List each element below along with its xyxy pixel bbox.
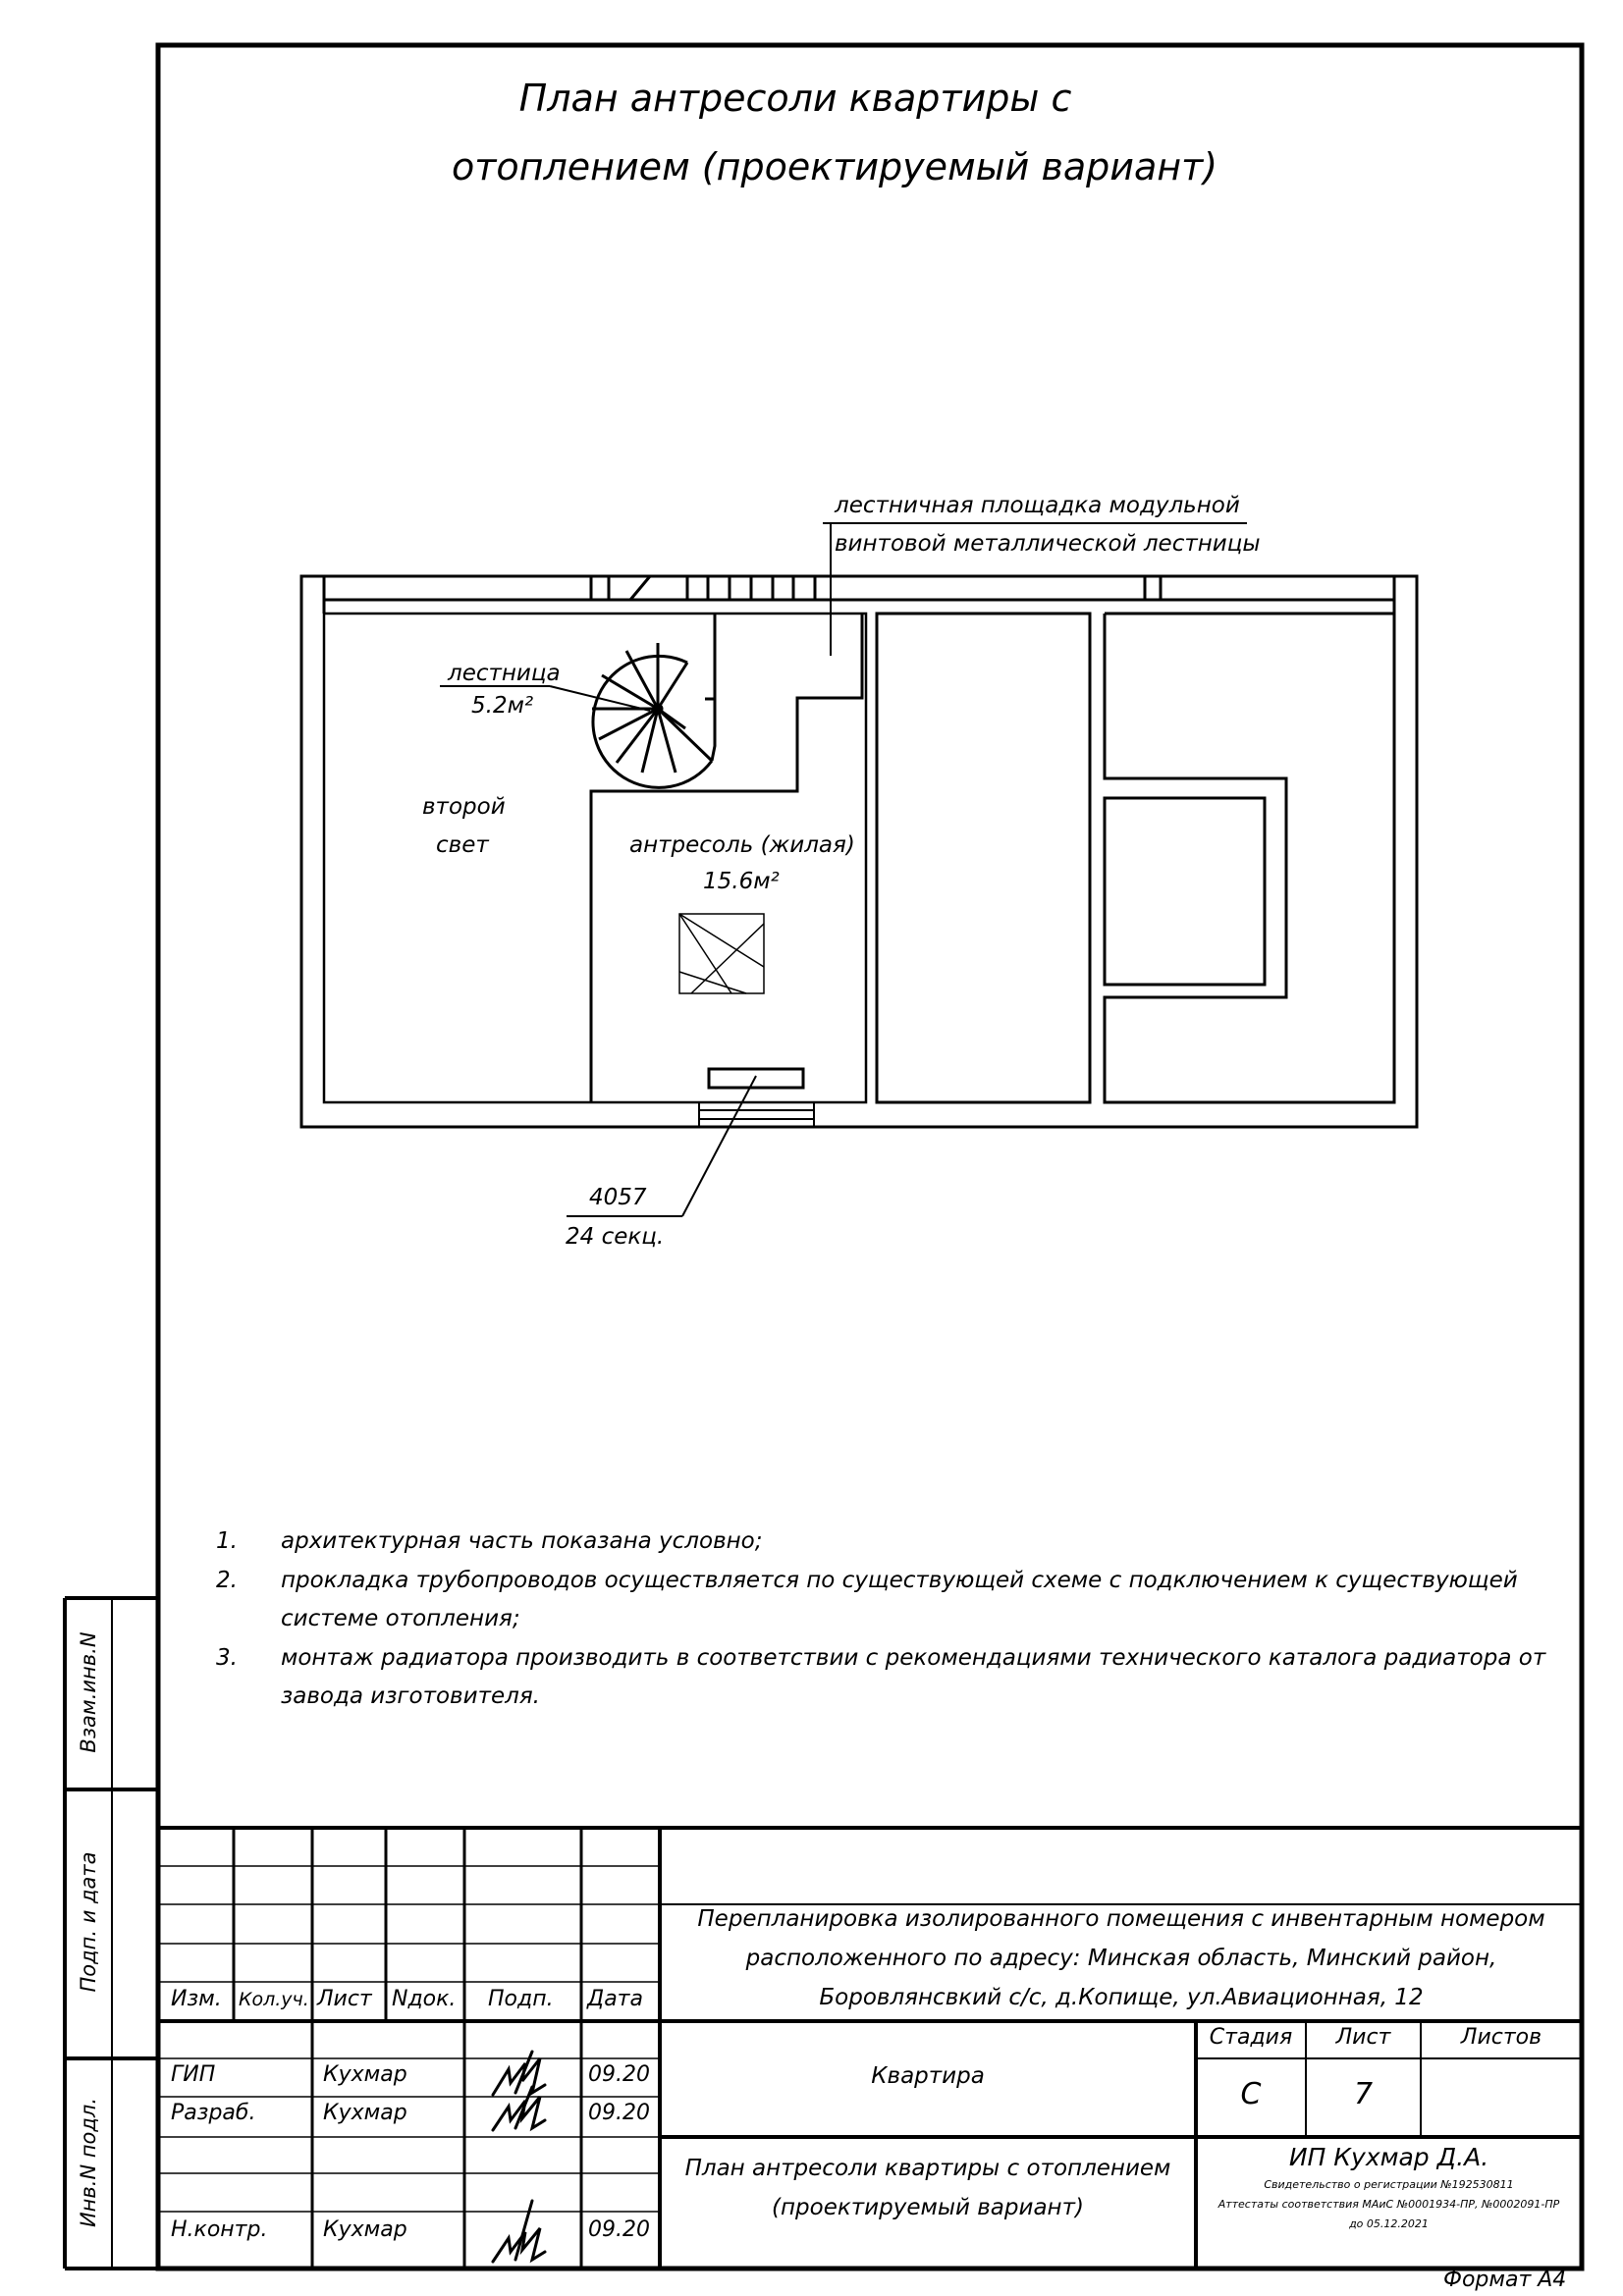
tb-sheet-title-line-2: (проектируемый вариант) bbox=[772, 2195, 1084, 2220]
tb-row-3-name: Кухмар bbox=[323, 2217, 407, 2242]
note-2-text-line-2: системе отопления; bbox=[281, 1606, 520, 1631]
tb-header-list: Лист bbox=[317, 1987, 372, 2011]
stair-label: лестница bbox=[448, 661, 561, 686]
tb-object: Квартира bbox=[871, 2063, 985, 2089]
tb-org-line-1: Свидетельство о регистрации №192530811 bbox=[1264, 2178, 1514, 2191]
tb-sheet-title-line-1: План антресоли квартиры с отоплением bbox=[684, 2156, 1171, 2181]
format-label: Формат А4 bbox=[1443, 2268, 1567, 2292]
second-light-label-2: свет bbox=[436, 832, 489, 858]
mezzanine-label: антресоль (жилая) bbox=[629, 832, 855, 858]
tb-project-line-2: расположенного по адресу: Минская область, Минский район, bbox=[745, 1946, 1497, 1971]
side-stamp-vzam: Взам.инв.N bbox=[77, 1631, 100, 1753]
note-2-number: 2. bbox=[216, 1568, 238, 1593]
note-3-text-line-1: монтаж радиатора производить в соответствии с рекомендациями технического каталога радиатора от bbox=[281, 1645, 1546, 1671]
tb-sheets-header: Листов bbox=[1460, 2025, 1542, 2050]
tb-project-line-1: Перепланировка изолированного помещения с инвентарным номером bbox=[697, 1906, 1545, 1932]
note-3-text-line-2: завода изготовителя. bbox=[281, 1683, 540, 1709]
tb-org-name: ИП Кухмар Д.А. bbox=[1288, 2143, 1489, 2171]
tb-header-koluch: Кол.уч. bbox=[239, 1989, 309, 2010]
note-3-number: 3. bbox=[216, 1645, 238, 1671]
tb-row-2-role: Разраб. bbox=[171, 2101, 256, 2125]
tb-header-ndok: Nдок. bbox=[392, 1987, 457, 2011]
tb-sheet-value: 7 bbox=[1353, 2077, 1374, 2111]
mezzanine-area: 15.6м² bbox=[703, 869, 780, 894]
platform-leader-line-1: лестничная площадка модульной bbox=[835, 493, 1240, 518]
tb-header-izm: Изм. bbox=[171, 1987, 222, 2011]
sheet-frame bbox=[158, 45, 1582, 2269]
window-symbol bbox=[699, 1102, 814, 1127]
tb-row-1-role: ГИП bbox=[171, 2062, 216, 2087]
tb-project-line-3: Боровлянсвкий с/с, д.Копище, ул.Авиационная, 12 bbox=[819, 1985, 1424, 2010]
note-2-text-line-1: прокладка трубопроводов осуществляется по существующей схеме с подключением к существующей bbox=[281, 1568, 1518, 1593]
skylight-symbol bbox=[679, 914, 764, 993]
spiral-stair bbox=[592, 643, 712, 787]
drawing-title-line-2: отоплением (проектируемый вариант) bbox=[452, 145, 1218, 188]
radiator-symbol bbox=[709, 1069, 803, 1088]
note-1-text: архитектурная часть показана условно; bbox=[281, 1528, 763, 1554]
tb-row-2-date: 09.20 bbox=[588, 2101, 650, 2125]
tb-stage-value: С bbox=[1240, 2077, 1262, 2111]
stair-platform-edge bbox=[712, 699, 715, 761]
tb-row-1-name: Кухмар bbox=[323, 2062, 407, 2087]
tb-header-podp: Подп. bbox=[488, 1987, 554, 2011]
tb-sheet-header: Лист bbox=[1335, 2025, 1391, 2050]
drawing-title-line-1: План антресоли квартиры с bbox=[518, 77, 1072, 120]
tb-org-line-3: до 05.12.2021 bbox=[1349, 2217, 1429, 2230]
tb-header-data: Дата bbox=[587, 1987, 643, 2011]
tb-stage-header: Стадия bbox=[1209, 2025, 1293, 2050]
tb-row-1-date: 09.20 bbox=[588, 2062, 650, 2087]
tb-org-line-2: Аттестаты соответствия МАиС №0001934-ПР, №0002091-ПР bbox=[1217, 2198, 1560, 2211]
note-1-number: 1. bbox=[216, 1528, 238, 1554]
signature-marks bbox=[471, 2024, 569, 2269]
tb-row-3-role: Н.контр. bbox=[171, 2217, 268, 2242]
tb-row-3-date: 09.20 bbox=[588, 2217, 650, 2242]
side-stamp-inv: Инв.N подл. bbox=[77, 2097, 100, 2228]
side-stamp-podp: Подп. и дата bbox=[77, 1851, 100, 1993]
leader-lines bbox=[440, 523, 1247, 1216]
second-light-label-1: второй bbox=[422, 794, 506, 820]
radiator-sections: 24 секц. bbox=[566, 1224, 665, 1250]
tb-row-2-name: Кухмар bbox=[323, 2101, 407, 2125]
stair-area: 5.2м² bbox=[471, 693, 534, 719]
platform-leader-line-2: винтовой металлической лестницы bbox=[835, 531, 1261, 557]
radiator-code: 4057 bbox=[589, 1185, 647, 1210]
